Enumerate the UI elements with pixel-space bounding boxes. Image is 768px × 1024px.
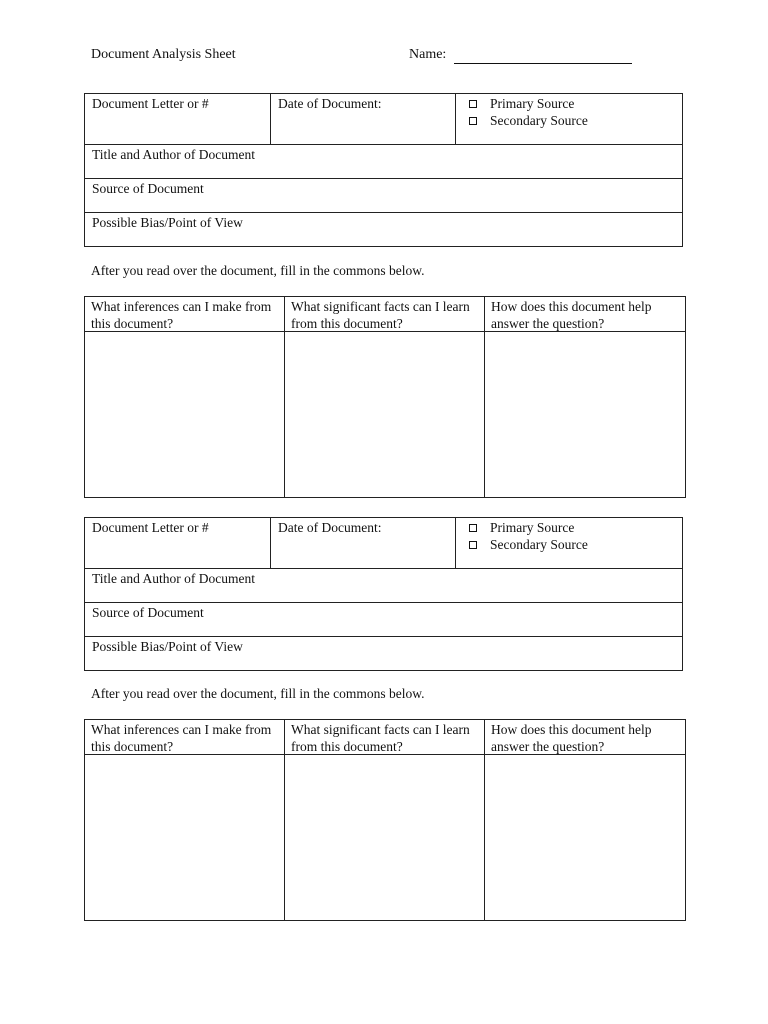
inferences-column[interactable] xyxy=(85,720,285,920)
bias-row[interactable] xyxy=(85,213,682,246)
document-letter-label: Document Letter or # xyxy=(92,520,209,535)
secondary-source-option[interactable] xyxy=(469,112,675,129)
instruction-text: After you read over the document, fill in the commons below. xyxy=(91,263,425,278)
secondary-source-option[interactable] xyxy=(469,536,675,553)
checkbox-icon[interactable] xyxy=(469,100,477,108)
date-label: Date of Document: xyxy=(278,520,382,535)
document-letter-cell[interactable] xyxy=(85,94,271,144)
bias-row[interactable] xyxy=(85,637,682,670)
name-field[interactable] xyxy=(454,63,632,64)
primary-source-label: Primary Source xyxy=(490,96,575,111)
help-answer-column[interactable] xyxy=(485,720,685,920)
inferences-column[interactable] xyxy=(85,297,285,497)
facts-header: What significant facts can I learn from this document? xyxy=(285,720,484,755)
facts-header: What significant facts can I learn from this document? xyxy=(285,297,484,332)
bias-label: Possible Bias/Point of View xyxy=(92,215,243,230)
analysis-table-1 xyxy=(84,296,686,498)
checkbox-icon[interactable] xyxy=(469,524,477,532)
secondary-source-label: Secondary Source xyxy=(490,537,588,552)
title-author-label: Title and Author of Document xyxy=(92,147,255,162)
primary-source-option[interactable] xyxy=(469,519,675,536)
secondary-source-label: Secondary Source xyxy=(490,113,588,128)
source-row[interactable] xyxy=(85,603,682,637)
document-info-table-2 xyxy=(84,517,683,671)
document-letter-cell[interactable] xyxy=(85,518,271,568)
date-label: Date of Document: xyxy=(278,96,382,111)
source-type-cell xyxy=(456,518,682,568)
document-info-table-1 xyxy=(84,93,683,247)
name-label: Name: xyxy=(409,47,447,62)
title-author-row[interactable] xyxy=(85,145,682,179)
help-answer-column[interactable] xyxy=(485,297,685,497)
date-cell[interactable] xyxy=(271,518,456,568)
inferences-header: What inferences can I make from this document? xyxy=(85,720,284,755)
bias-label: Possible Bias/Point of View xyxy=(92,639,243,654)
analysis-table-2 xyxy=(84,719,686,921)
help-answer-header: How does this document help answer the question? xyxy=(485,720,685,755)
inferences-header: What inferences can I make from this document? xyxy=(85,297,284,332)
date-cell[interactable] xyxy=(271,94,456,144)
primary-source-label: Primary Source xyxy=(490,520,575,535)
source-type-cell xyxy=(456,94,682,144)
title-author-row[interactable] xyxy=(85,569,682,603)
document-letter-label: Document Letter or # xyxy=(92,96,209,111)
page-title: Document Analysis Sheet xyxy=(91,47,236,62)
help-answer-header: How does this document help answer the question? xyxy=(485,297,685,332)
facts-column[interactable] xyxy=(285,297,485,497)
checkbox-icon[interactable] xyxy=(469,117,477,125)
source-label: Source of Document xyxy=(92,605,204,620)
source-row[interactable] xyxy=(85,179,682,213)
facts-column[interactable] xyxy=(285,720,485,920)
source-label: Source of Document xyxy=(92,181,204,196)
instruction-text: After you read over the document, fill in the commons below. xyxy=(91,686,425,701)
checkbox-icon[interactable] xyxy=(469,541,477,549)
primary-source-option[interactable] xyxy=(469,95,675,112)
title-author-label: Title and Author of Document xyxy=(92,571,255,586)
